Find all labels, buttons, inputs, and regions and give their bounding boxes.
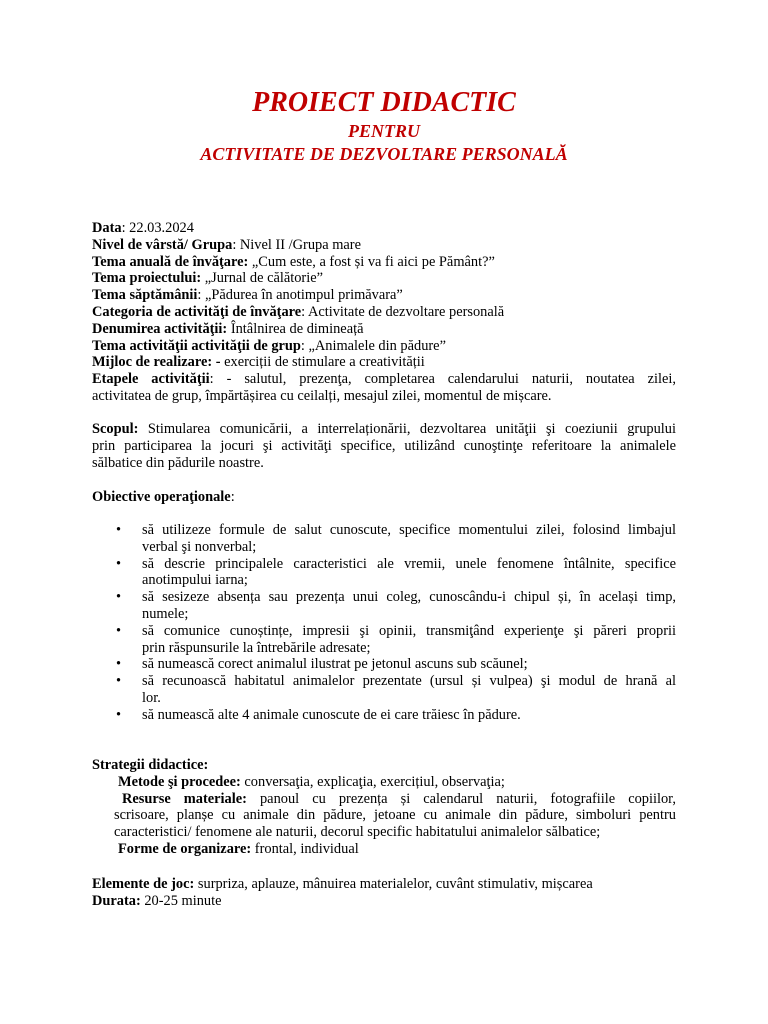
document-subtitle-pentru: PENTRU: [348, 121, 420, 141]
list-item: • să numească corect animalul ilustrat pe jetonul ascuns sub scăunel;: [116, 656, 528, 673]
list-item: • să sesizeze absența sau prezența unui coleg, cunoscându-i chipul și, în același timp, numele;: [116, 589, 676, 622]
info-row-project-theme: Tema proiectului: „Jurnal de călătorie”: [92, 270, 323, 287]
strategies-section: [92, 757, 676, 858]
bullet-icon: •: [116, 622, 122, 639]
bullet-icon: •: [116, 589, 122, 606]
bullet-icon: •: [116, 656, 122, 673]
info-row-activity-name: Denumirea activităţii: Întâlnirea de dimineață: [92, 320, 364, 337]
scope-section: [92, 421, 676, 471]
info-row-age-group: Nivel de vârstă/ Grupa: Nivel II /Grupa mare: [92, 236, 361, 253]
bullet-icon: •: [116, 522, 122, 538]
objectives-heading: Obiective operaţionale:: [92, 489, 235, 505]
duration-row: Durata: 20-25 minute: [92, 892, 222, 909]
objectives-list: [92, 522, 676, 724]
scope-line-1: Scopul: Stimularea comunicării, a interrelaționării, dezvoltarea unităţii şi coeziunii grupului: [92, 421, 676, 437]
info-row-stages: Etapele activităţii: - salutul, prezenţa, completarea calendarului naturii, noutatea zilei,: [92, 371, 676, 388]
methods-row: Metode şi procedee: conversaţia, explicaţia, exercițiul, observaţia;: [118, 773, 505, 790]
info-row-category: Categoria de activităţi de învăţare: Activitate de dezvoltare personală: [92, 303, 505, 320]
game-elements-section: [92, 876, 676, 910]
document-title: PROIECT DIDACTIC: [252, 87, 516, 118]
list-item: • să comunice cunoștințe, impresii şi opinii, transmiţând experienţe şi păreri proprii prin răspunsurile la întrebările adresate;: [116, 622, 676, 656]
info-row-date: Data: 22.03.2024: [92, 220, 194, 236]
organization-row: Forme de organizare: frontal, individual: [118, 840, 359, 857]
resources-row-cont-2: caracteristici/ fenomene ale naturii, decorul specific habitatului animalelor sălbatice;: [114, 824, 601, 841]
info-row-annual-theme: Tema anuală de învăţare: „Cum este, a fost și va fi aici pe Pământ?”: [92, 253, 495, 270]
bullet-icon: •: [116, 706, 122, 723]
resources-row: Resurse materiale: panoul cu prezența și calendarul naturii, fotografiile copiilor,: [122, 790, 676, 807]
project-info-section: [92, 220, 676, 405]
resources-row-cont-1: scrisoare, planșe cu animale din pădure, jetoane cu animale din pădure, simboluri pentru: [114, 807, 676, 824]
list-item: • să descrie principalele caracteristici ale vremii, unele fenomene întâlnite, specifice anotimpului iarna;: [116, 555, 676, 589]
scope-line-3: sălbatice din pădurile noastre.: [92, 454, 264, 471]
scope-line-2: prin participarea la jocuri şi activităţi specifice, utilizând cunoştinţe referitoare la animalele: [92, 437, 676, 454]
strategies-heading: Strategii didactice:: [92, 757, 209, 773]
list-item: • să recunoască habitatul animalelor prezentate (ursul și vulpea) şi modul de hrană al lor.: [116, 673, 676, 706]
info-row-stages-cont: activitatea de grup, împărtășirea cu ceilalți, mesajul zilei, momentul de mișcare.: [92, 387, 552, 404]
info-row-group-theme: Tema activităţii activităţii de grup: „Animalele din pădure”: [92, 337, 446, 354]
document-subtitle-activity: ACTIVITATE DE DEZVOLTARE PERSONALĂ: [200, 144, 568, 164]
game-elements-row: Elemente de joc: surpriza, aplauze, mânuirea materialelor, cuvânt stimulativ, mișcarea: [92, 876, 593, 892]
list-item: • să numească alte 4 animale cunoscute de ei care trăiesc în pădure.: [116, 706, 521, 723]
info-row-means: Mijloc de realizare: - exerciții de stimulare a creativității: [92, 354, 425, 371]
bullet-icon: •: [116, 555, 122, 572]
list-item: • să utilizeze formule de salut cunoscute, specifice momentului zilei, folosind limbajul verbal şi nonverbal;: [116, 522, 676, 555]
info-row-week-theme: Tema săptămânii: „Pădurea în anotimpul primăvara”: [92, 287, 403, 304]
bullet-icon: •: [116, 673, 122, 690]
